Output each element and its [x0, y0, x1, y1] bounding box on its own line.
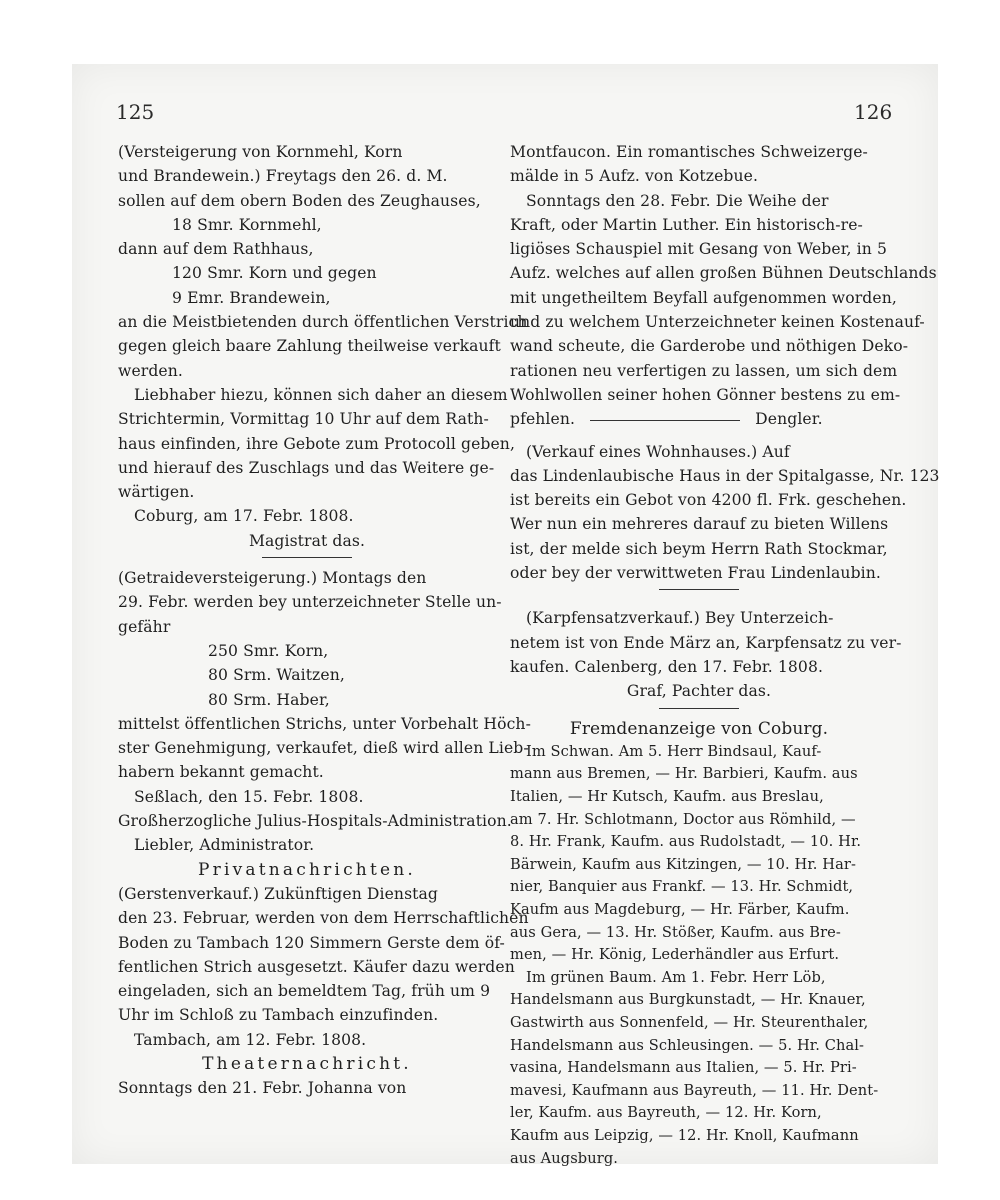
right-column	[510, 140, 940, 1170]
notice-line: gegen gleich baare Zahlung theilweise verkauft	[118, 337, 501, 356]
notice-line: Aufz. welches auf allen großen Bühnen Deutschlands	[510, 264, 937, 283]
notice-line: (Karpfensatzverkauf.) Bey Unterzeich-	[526, 609, 834, 628]
notice-line: fentlichen Strich ausgesetzt. Käufer dazu werden	[118, 957, 515, 976]
notice-line: Wer nun ein mehreres darauf zu bieten Willens	[510, 515, 889, 534]
page-number-right: 126	[854, 100, 893, 124]
notice-line: am 7. Hr. Schlotmann, Doctor aus Römhild, —	[510, 810, 856, 828]
notice-line: ist, der melde sich beym Herrn Rath Stockmar,	[510, 539, 888, 558]
notice-line: Gastwirth aus Sonnenfeld, — Hr. Steurenthaler,	[510, 1013, 869, 1031]
notice-line: rationen neu verfertigen zu lassen, um sich dem	[510, 361, 898, 380]
notice-line: mavesi, Kaufmann aus Bayreuth, — 11. Hr. Dent-	[510, 1081, 879, 1099]
divider-rule	[659, 708, 739, 709]
notice-line: Liebhaber hiezu, können sich daher an diesem	[134, 385, 508, 404]
notice-line: gefähr	[118, 617, 171, 636]
notice-line: aus Augsburg.	[510, 1149, 618, 1167]
notice-line: werden.	[118, 361, 183, 380]
notice-line: sollen auf dem obern Boden des Zeughauses,	[118, 191, 481, 210]
notice-item: 250 Smr. Korn,	[208, 641, 329, 660]
notice-line: aus Gera, — 13. Hr. Stößer, Kaufm. aus Bre-	[510, 923, 841, 941]
notice-line: ler, Kaufm. aus Bayreuth, — 12. Hr. Korn,	[510, 1104, 822, 1122]
left-column	[118, 140, 531, 1101]
house-sale-notice	[510, 440, 940, 586]
notice-line: Uhr im Schloß zu Tambach einzufinden.	[118, 1006, 439, 1025]
notice-line: wand scheute, die Garderobe und nöthigen Deko-	[510, 337, 909, 356]
notice-line: vasina, Handelsmann aus Italien, — 5. Hr. Pri-	[510, 1059, 857, 1077]
section-heading-theatre: Theaternachricht.	[202, 1053, 412, 1074]
notice-line	[510, 407, 888, 431]
carp-sale-notice	[510, 606, 902, 703]
notice-line: den 23. Februar, werden von dem Herrschaftlichen	[118, 909, 529, 928]
notice-line: 29. Febr. werden bey unterzeichneter Stelle un-	[118, 593, 502, 612]
notice-line: Sonntags den 21. Febr. Johanna von	[118, 1079, 407, 1098]
notice-line: mälde in 5 Aufz. von Kotzebue.	[510, 167, 759, 186]
signature: Liebler, Administrator.	[134, 836, 315, 855]
divider-rule	[659, 589, 739, 590]
notice-line: ist bereits ein Gebot von 4200 fl. Frk. geschehen.	[510, 491, 907, 510]
notice-item: 18 Smr. Kornmehl,	[172, 215, 322, 234]
notice-line: Kraft, oder Martin Luther. Ein historisch-re-	[510, 215, 863, 234]
notice-line: ster Genehmigung, verkaufet, dieß wird allen Lieb-	[118, 739, 529, 758]
notice-line: Strichtermin, Vormittag 10 Uhr auf dem Rath-	[118, 410, 489, 429]
notice-line: mittelst öffentlichen Strichs, unter Vorbehalt Höch-	[118, 714, 531, 733]
divider-rule	[590, 420, 740, 421]
notice-item: 120 Smr. Korn und gegen	[172, 264, 377, 283]
notice-line: mit ungetheiltem Beyfall aufgenommen worden,	[510, 288, 897, 307]
notice-line: Handelsmann aus Burgkunstadt, — Hr. Knauer,	[510, 991, 866, 1009]
divider-rule	[262, 557, 352, 558]
auction-kornmehl-notice	[118, 140, 528, 553]
notice-line: wärtigen.	[118, 483, 195, 502]
notice-line: Handelsmann aus Schleusingen. — 5. Hr. Chal-	[510, 1036, 865, 1054]
signature: Graf, Pachter das.	[626, 682, 772, 701]
notice-line: Bärwein, Kaufm aus Kitzingen, — 10. Hr. Har-	[510, 855, 857, 873]
notice-line: eingeladen, sich an bemeldtem Tag, früh um 9	[118, 982, 491, 1001]
section-heading-private: Privatnachrichten.	[197, 859, 416, 880]
strangers-list	[510, 741, 888, 1170]
place-date: Seßlach, den 15. Febr. 1808.	[134, 787, 364, 806]
signature: Dengler.	[755, 410, 823, 429]
notice-line: und zu welchem Unterzeichneter keinen Kostenauf-	[510, 313, 925, 332]
notice-line: men, — Hr. König, Lederhändler aus Erfurt.	[510, 946, 840, 964]
barley-sale-notice	[118, 882, 529, 1052]
notice-line: an die Meistbietenden durch öffentlichen Verstrich	[118, 313, 528, 332]
notice-line: dann auf dem Rathhaus,	[118, 240, 314, 259]
notice-line: 8. Hr. Frank, Kaufm. aus Rudolstadt, — 10. Hr.	[510, 833, 862, 851]
notice-item: 80 Srm. Waitzen,	[208, 666, 345, 685]
notice-line: habern bekannt gemacht.	[118, 763, 324, 782]
notice-line: ligiöses Schauspiel mit Gesang von Weber, in 5	[510, 240, 887, 259]
notice-line: nier, Banquier aus Frankf. — 13. Hr. Schmidt,	[510, 878, 854, 896]
authority: Großherzogliche Julius-Hospitals-Administration.	[118, 812, 512, 831]
notice-line: Kaufm aus Magdeburg, — Hr. Färber, Kaufm.	[510, 900, 850, 918]
notice-line: (Getraideversteigerung.) Montags den	[118, 569, 427, 588]
notice-line: mann aus Bremen, — Hr. Barbieri, Kaufm. aus	[510, 765, 858, 783]
notice-line: haus einfinden, ihre Gebote zum Protocoll geben,	[118, 434, 516, 453]
auction-getraide-notice	[118, 566, 531, 858]
notice-line: (Verkauf eines Wohnhauses.) Auf	[526, 442, 790, 461]
notice-line: (Gerstenverkauf.) Zukünftigen Dienstag	[118, 884, 439, 903]
section-heading-strangers: Fremdenanzeige von Coburg.	[569, 718, 829, 739]
notice-line: Im Schwan. Am 5. Herr Bindsaul, Kauf-	[526, 742, 822, 760]
notice-item: 80 Srm. Haber,	[208, 690, 330, 709]
place-date: Tambach, am 12. Febr. 1808.	[134, 1030, 367, 1049]
notice-line: und Brandewein.) Freytags den 26. d. M.	[118, 167, 448, 186]
notice-line: Kaufm aus Leipzig, — 12. Hr. Knoll, Kaufmann	[510, 1126, 859, 1144]
notice-line: Sonntags den 28. Febr. Die Weihe der	[526, 191, 829, 210]
signature: Magistrat das.	[248, 531, 366, 550]
notice-line: oder bey der verwittweten Frau Lindenlaubin.	[510, 564, 881, 583]
notice-line: Montfaucon. Ein romantisches Schweizerge-	[510, 143, 868, 161]
page-number-left: 125	[116, 100, 155, 124]
notice-line: Wohlwollen seiner hohen Gönner bestens zu em-	[510, 385, 901, 404]
notice-line: Italien, — Hr Kutsch, Kaufm. aus Breslau,	[510, 788, 824, 806]
newspaper-page	[72, 64, 940, 1167]
notice-line: kaufen. Calenberg, den 17. Febr. 1808.	[510, 657, 824, 676]
notice-line: das Lindenlaubische Haus in der Spitalgasse, Nr. 123	[510, 466, 940, 485]
notice-line: Boden zu Tambach 120 Simmern Gerste dem öf-	[118, 933, 505, 952]
theatre-notice	[510, 140, 937, 432]
notice-item: 9 Emr. Brandewein,	[172, 288, 331, 307]
place-date: Coburg, am 17. Febr. 1808.	[134, 507, 354, 526]
notice-line-end: pfehlen.	[510, 410, 576, 429]
notice-line: (Versteigerung von Kornmehl, Korn	[118, 143, 403, 161]
notice-line: und hierauf des Zuschlags und das Weitere ge-	[118, 458, 495, 477]
notice-line: netem ist von Ende März an, Karpfensatz zu ver-	[510, 633, 902, 652]
notice-line: Im grünen Baum. Am 1. Febr. Herr Löb,	[526, 968, 826, 986]
